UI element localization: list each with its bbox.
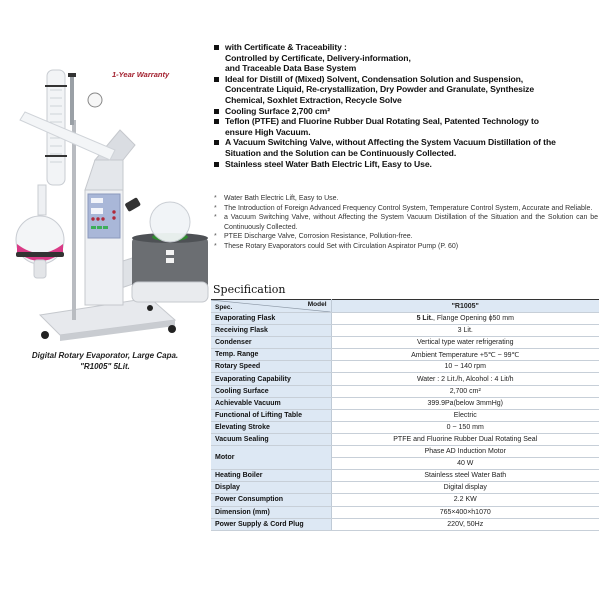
square-bullet-icon bbox=[214, 109, 219, 114]
square-bullet-icon bbox=[214, 162, 219, 167]
asterisk-bullet-icon: * bbox=[214, 204, 217, 212]
feature-item: Stainless steel Water Bath Electric Lift, Easy to Use. bbox=[213, 159, 598, 170]
caption-line-1: Digital Rotary Evaporator, Large Capa. bbox=[31, 351, 179, 360]
note-item: * PTEE Discharge Valve, Corrosion Resistance, Pollution-free. bbox=[214, 233, 413, 241]
spec-table bbox=[211, 299, 599, 531]
note-item: * a Vacuum Switching Valve, without Affecting the System Vacuum Distillation of the Situation and the Solution can be Continuously Collected. bbox=[214, 214, 598, 231]
product-caption bbox=[0, 350, 210, 372]
table-row: Vacuum Sealing PTFE and Fluorine Rubber Dual Rotating Seal bbox=[211, 433, 599, 445]
asterisk-bullet-icon: * bbox=[214, 233, 217, 241]
table-row: Functional of Lifting Table Electric bbox=[211, 409, 599, 421]
table-row: Power Supply & Cord Plug 220V, 50Hz bbox=[211, 518, 599, 530]
table-row: Dimension (mm) 765×400×h1070 bbox=[211, 506, 599, 518]
asterisk-bullet-icon: * bbox=[214, 195, 217, 202]
spec-header-row bbox=[211, 300, 599, 313]
asterisk-bullet-icon: * bbox=[214, 242, 217, 250]
feature-item: Teflon (PTFE) and Fluorine Rubber Dual Rotating Seal, Patented Technology to ensure High Vacuum. bbox=[213, 116, 598, 137]
rotary-evaporator-image bbox=[0, 30, 210, 350]
spec-model-header: Spec. Model bbox=[211, 300, 331, 313]
feature-item: A Vacuum Switching Valve, without Affecting the System Vacuum Distillation of the Situation and the Solution can be Continuously Collected. bbox=[213, 137, 598, 158]
notes-list bbox=[213, 194, 598, 252]
note-item: * The Introduction of Foreign Advanced Frequency Control System, Temperature Control System, Accurate and Reliable. bbox=[214, 204, 593, 212]
feature-item: Cooling Surface 2,700 cm² bbox=[213, 106, 598, 117]
square-bullet-icon bbox=[214, 77, 219, 82]
feature-item: Ideal for Distill of (Mixed) Solvent, Condensation Solution and Suspension, Concentrate Liquid, Re-crystallization, Dry Powder and Granulate, Synthesize Chemical, Soxhlet Extraction, Recycle Solve bbox=[213, 74, 598, 106]
table-row: Cooling Surface 2,700 cm² bbox=[211, 385, 599, 397]
table-row: Achievable Vacuum 399.9Pa(below 3mmHg) bbox=[211, 397, 599, 409]
square-bullet-icon bbox=[214, 119, 219, 124]
feature-list bbox=[213, 42, 598, 169]
model-name: "R1005" bbox=[331, 300, 599, 313]
table-row: Heating Boiler Stainless steel Water Bath bbox=[211, 470, 599, 482]
table-row: Motor Phase AD Induction Motor bbox=[211, 446, 599, 458]
table-row: 40 W bbox=[211, 458, 599, 470]
note-item: * Water Bath Electric Lift, Easy to Use. bbox=[214, 195, 339, 202]
square-bullet-icon bbox=[214, 45, 219, 50]
table-row: Evaporating Capability Water : 2 Lit./h, Alcohol : 4 Lit/h bbox=[211, 373, 599, 385]
table-row: Power Consumption 2.2 KW bbox=[211, 494, 599, 506]
table-row: Condenser Vertical type water refrigerating bbox=[211, 337, 599, 349]
table-row: Elevating Stroke 0 ~ 150 mm bbox=[211, 421, 599, 433]
caption-line-2: "R1005" 5Lit. bbox=[80, 362, 130, 371]
table-row: Rotary Speed 10 ~ 140 rpm bbox=[211, 361, 599, 373]
table-row: Evaporating Flask 5 Lit., Flange Opening ϕ50 mm bbox=[211, 313, 599, 325]
feature-item: with Certificate & Traceability : Controlled by Certificate, Delivery-information, and Traceable Data Base System bbox=[213, 42, 598, 74]
table-row: Receiving Flask 3 Lit. bbox=[211, 325, 599, 337]
table-row: Temp. Range Ambient Temperature +5℃ ~ 99℃ bbox=[211, 349, 599, 361]
spec-title: Specification bbox=[213, 283, 286, 296]
square-bullet-icon bbox=[214, 140, 219, 145]
table-row: Display Digital display bbox=[211, 482, 599, 494]
product-illustration bbox=[0, 30, 210, 370]
note-item: * These Rotary Evaporators could Set with Circulation Aspirator Pump (P. 60) bbox=[214, 242, 459, 250]
asterisk-bullet-icon: * bbox=[214, 214, 217, 222]
warranty-label: 1-Year Warranty bbox=[112, 70, 170, 79]
